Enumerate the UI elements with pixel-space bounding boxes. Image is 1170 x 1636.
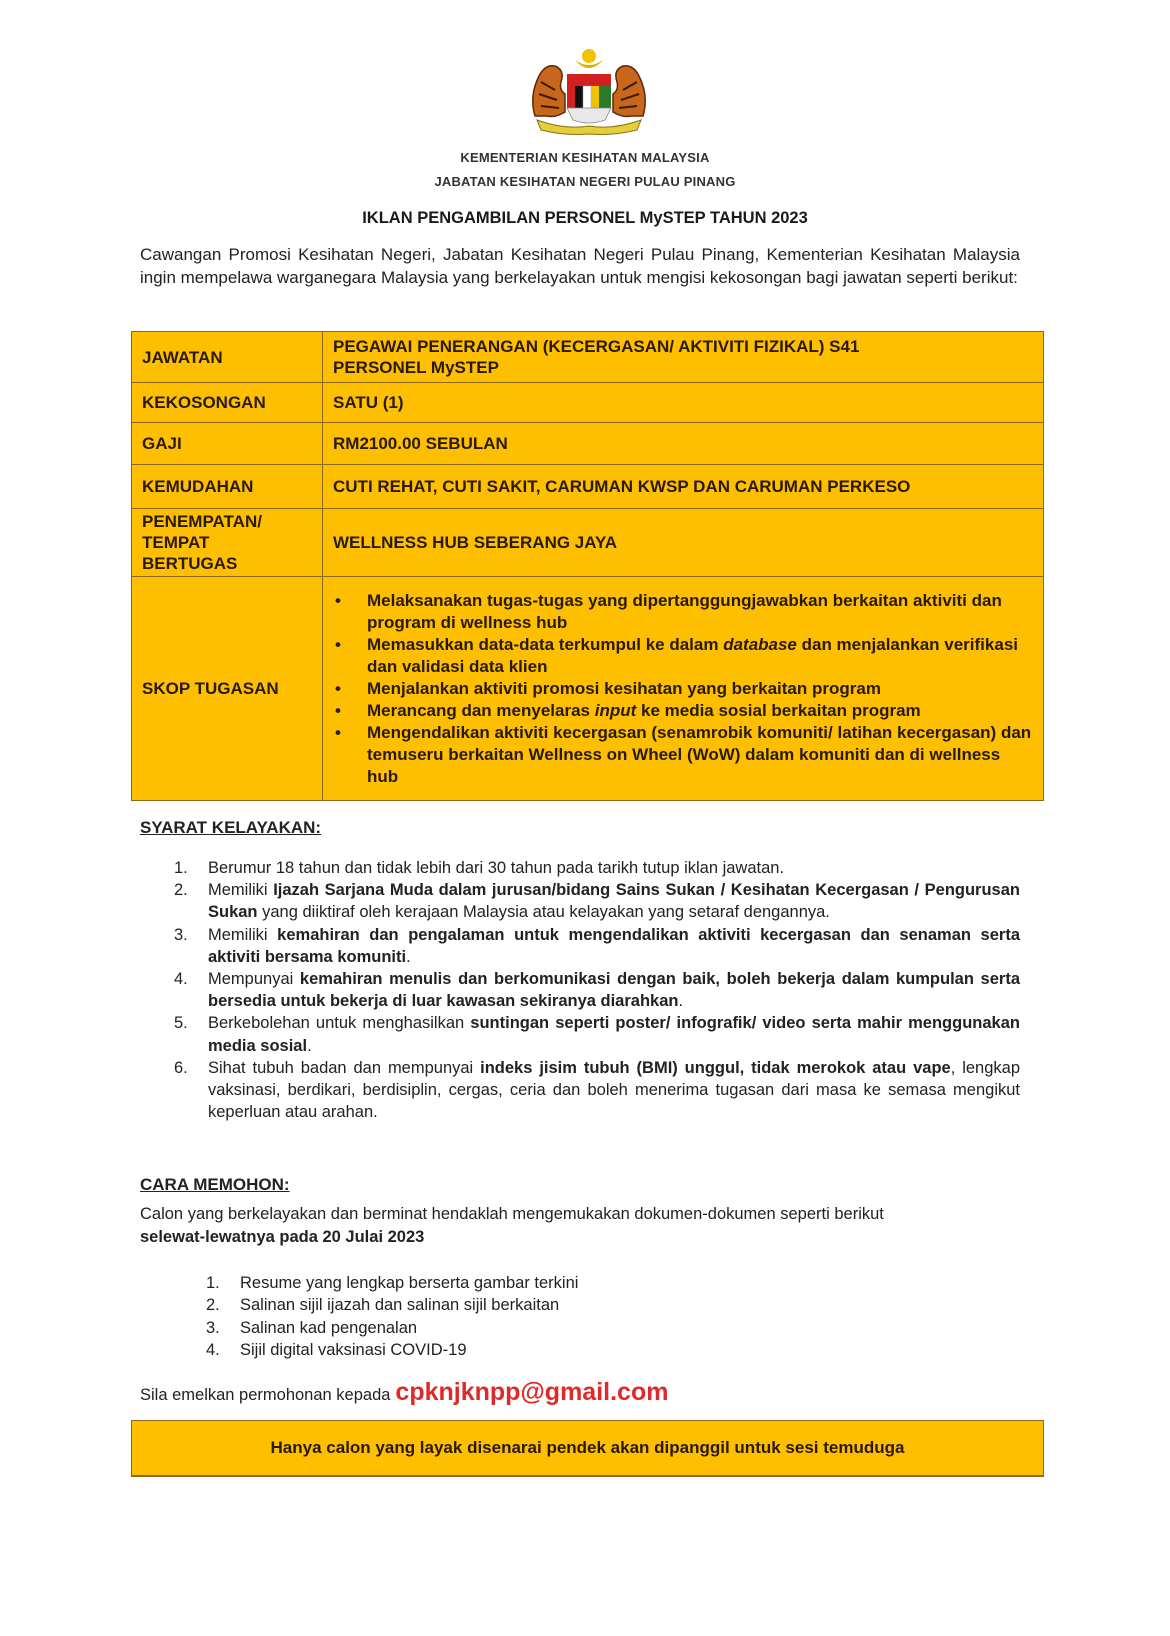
list-item-text: Memiliki [208,881,274,900]
intro-paragraph: Cawangan Promosi Kesihatan Negeri, Jabatan Kesihatan Negeri Pulau Pinang, Kementerian Kesihatan Malaysia ingin mempelawa warganegara Malaysia yang berkelayakan untuk mengisi kekosongan bagi jawatan seperti berikut: [140,245,1020,287]
table-row [132,577,1044,801]
bullet-icon: • [335,678,341,698]
list-item [333,722,1033,788]
list-item-text: Sijil digital vaksinasi COVID-19 [240,1340,467,1359]
list-item [174,857,1020,879]
table-row [132,332,1044,383]
list-number: 4. [206,1340,220,1359]
row-label-line: TEMPAT [142,533,210,552]
list-item-text: Berkebolehan untuk menghasilkan [208,1014,471,1033]
table-row [132,465,1044,509]
list-item-text: Mengendalikan aktiviti kecergasan (senamrobik komuniti/ latihan kecergasan) dan temuseru berkaitan Wellness on Wheel (WoW) dalam komuniti dan di wellness hub [367,722,1032,786]
row-label: JAWATAN [132,332,323,383]
list-item [333,590,1033,634]
list-item [206,1294,578,1316]
list-item-bold: kemahiran dan pengalaman untuk mengendalikan aktiviti kecergasan dan senaman serta aktiviti bersama komuniti [208,925,1020,966]
list-item-text: Salinan kad pengenalan [240,1318,418,1337]
row-value: RM2100.00 SEBULAN [323,423,1044,465]
list-item-text: Mempunyai [208,970,300,989]
list-item-text: dan menjalankan verifikasi dan validasi data klien [367,634,1018,676]
row-value: CUTI REHAT, CUTI SAKIT, CARUMAN KWSP DAN CARUMAN PERKESO [323,465,1044,509]
page-title: IKLAN PENGAMBILAN PERSONEL MySTEP TAHUN 2023 [362,209,808,227]
list-item [333,700,1033,722]
row-label: KEMUDAHAN [132,465,323,509]
list-item-text: Sihat tubuh badan dan mempunyai [208,1058,481,1077]
list-item [174,1057,1020,1124]
list-item-text: . [678,992,684,1011]
email-prefix: Sila emelkan permohonan kepada [140,1386,391,1404]
cara-heading: CARA MEMOHON: [140,1175,290,1194]
row-label: SKOP TUGASAN [132,577,323,801]
list-item-text: Resume yang lengkap berserta gambar terkini [240,1274,579,1292]
table-row [132,423,1044,465]
list-item-bold: indeks jisim tubuh (BMI) unggul, tidak merokok atau vape [480,1058,951,1077]
list-number: 6. [174,1058,188,1077]
list-item-bold: Ijazah Sarjana Muda dalam jurusan/bidang Sains Sukan / Kesihatan Kecergasan / Pengurusan Sukan [208,881,1020,922]
list-item-text: Melaksanakan tugas-tugas yang dipertanggungjawabkan berkaitan aktiviti dan program di wellness hub [367,590,1002,632]
ministry-name: KEMENTERIAN KESIHATAN MALAYSIA [460,150,710,165]
row-label-line: BERTUGAS [142,554,238,573]
italic-term: input [594,700,637,720]
bullet-icon: • [335,590,341,610]
list-item [174,968,1020,1012]
list-item-text: Memiliki [208,925,278,944]
syarat-heading: SYARAT KELAYAKAN: [140,818,322,837]
list-number: 5. [174,1014,188,1033]
list-item-text: Memasukkan data-data terkumpul ke dalam [367,634,724,654]
list-item [174,924,1020,968]
list-item-text: Menjalankan aktiviti promosi kesihatan yang berkaitan program [367,678,881,698]
row-label [132,509,323,577]
list-item-text: Merancang dan menyelaras [367,700,595,720]
position-subtitle: PERSONEL MySTEP [333,358,499,377]
list-item [206,1317,578,1339]
instructions-text: Calon yang berkelayakan dan berminat hendaklah mengemukakan dokumen-dokumen seperti berikut [140,1205,884,1223]
row-value: WELLNESS HUB SEBERANG JAYA [323,509,1044,577]
bullet-icon: • [335,634,341,654]
list-item-text: Berumur 18 tahun dan tidak lebih dari 30 tahun pada tarikh tutup iklan jawatan. [208,859,785,877]
row-label: GAJI [132,423,323,465]
list-item-text: . [307,1036,312,1055]
email-instruction [140,1378,668,1407]
list-item [174,879,1020,923]
list-number: 2. [206,1296,220,1315]
documents-list [206,1272,578,1361]
list-item-text: . [406,947,411,966]
row-label-line: PENEMPATAN/ [142,512,262,531]
shortlist-notice-banner: Hanya calon yang layak disenarai pendek akan dipanggil untuk sesi temuduga [131,1420,1044,1477]
row-label: KEKOSONGAN [132,383,323,423]
email-link[interactable]: cpknjknpp@gmail.com [395,1378,669,1406]
bullet-icon: • [335,722,341,742]
italic-term: database [723,634,797,654]
application-instructions [140,1203,1020,1249]
list-item-bold: suntingan seperti poster/ infografik/ video serta mahir menggunakan media sosial [208,1014,1020,1055]
list-number: 1. [174,859,188,877]
list-number: 2. [174,881,188,900]
list-item-text: ke media sosial berkaitan program [636,700,921,720]
row-value [323,577,1044,801]
list-item-text: , lengkap vaksinasi, berdikari, berdisiplin, cergas, ceria dan boleh menerima tugasan dari masa ke semasa mengikut keperluan atau arahan. [208,1058,1020,1122]
list-item [206,1272,578,1294]
list-number: 3. [174,925,188,944]
list-item-text: yang diiktiraf oleh kerajaan Malaysia atau kelayakan yang setaraf dengannya. [257,903,830,922]
list-number: 1. [206,1274,220,1292]
row-value [323,332,1044,383]
department-name: JABATAN KESIHATAN NEGERI PULAU PINANG [434,174,736,189]
list-item [174,1012,1020,1056]
malaysia-coat-of-arms-icon [525,46,653,138]
list-item-text: Salinan sijil ijazah dan salinan sijil berkaitan [240,1296,560,1315]
deadline-text: selewat-lewatnya pada 20 Julai 2023 [140,1228,425,1246]
list-item [333,634,1033,678]
list-item [206,1339,578,1361]
position-title: PEGAWAI PENERANGAN (KECERGASAN/ AKTIVITI FIZIKAL) S41 [333,337,860,356]
duties-list [333,586,1033,792]
list-number: 3. [206,1318,220,1337]
requirements-list [174,857,1020,1123]
list-item-bold: kemahiran menulis dan berkomunikasi dengan baik, boleh bekerja dalam kumpulan serta bersedia untuk bekerja di luar kawasan sekiranya diarahkan [208,970,1021,1011]
list-item [333,678,1033,700]
table-row [132,509,1044,577]
bullet-icon: • [335,700,341,720]
table-row [132,383,1044,423]
list-number: 4. [174,970,188,989]
row-value: SATU (1) [323,383,1044,423]
job-info-table [131,331,1044,801]
